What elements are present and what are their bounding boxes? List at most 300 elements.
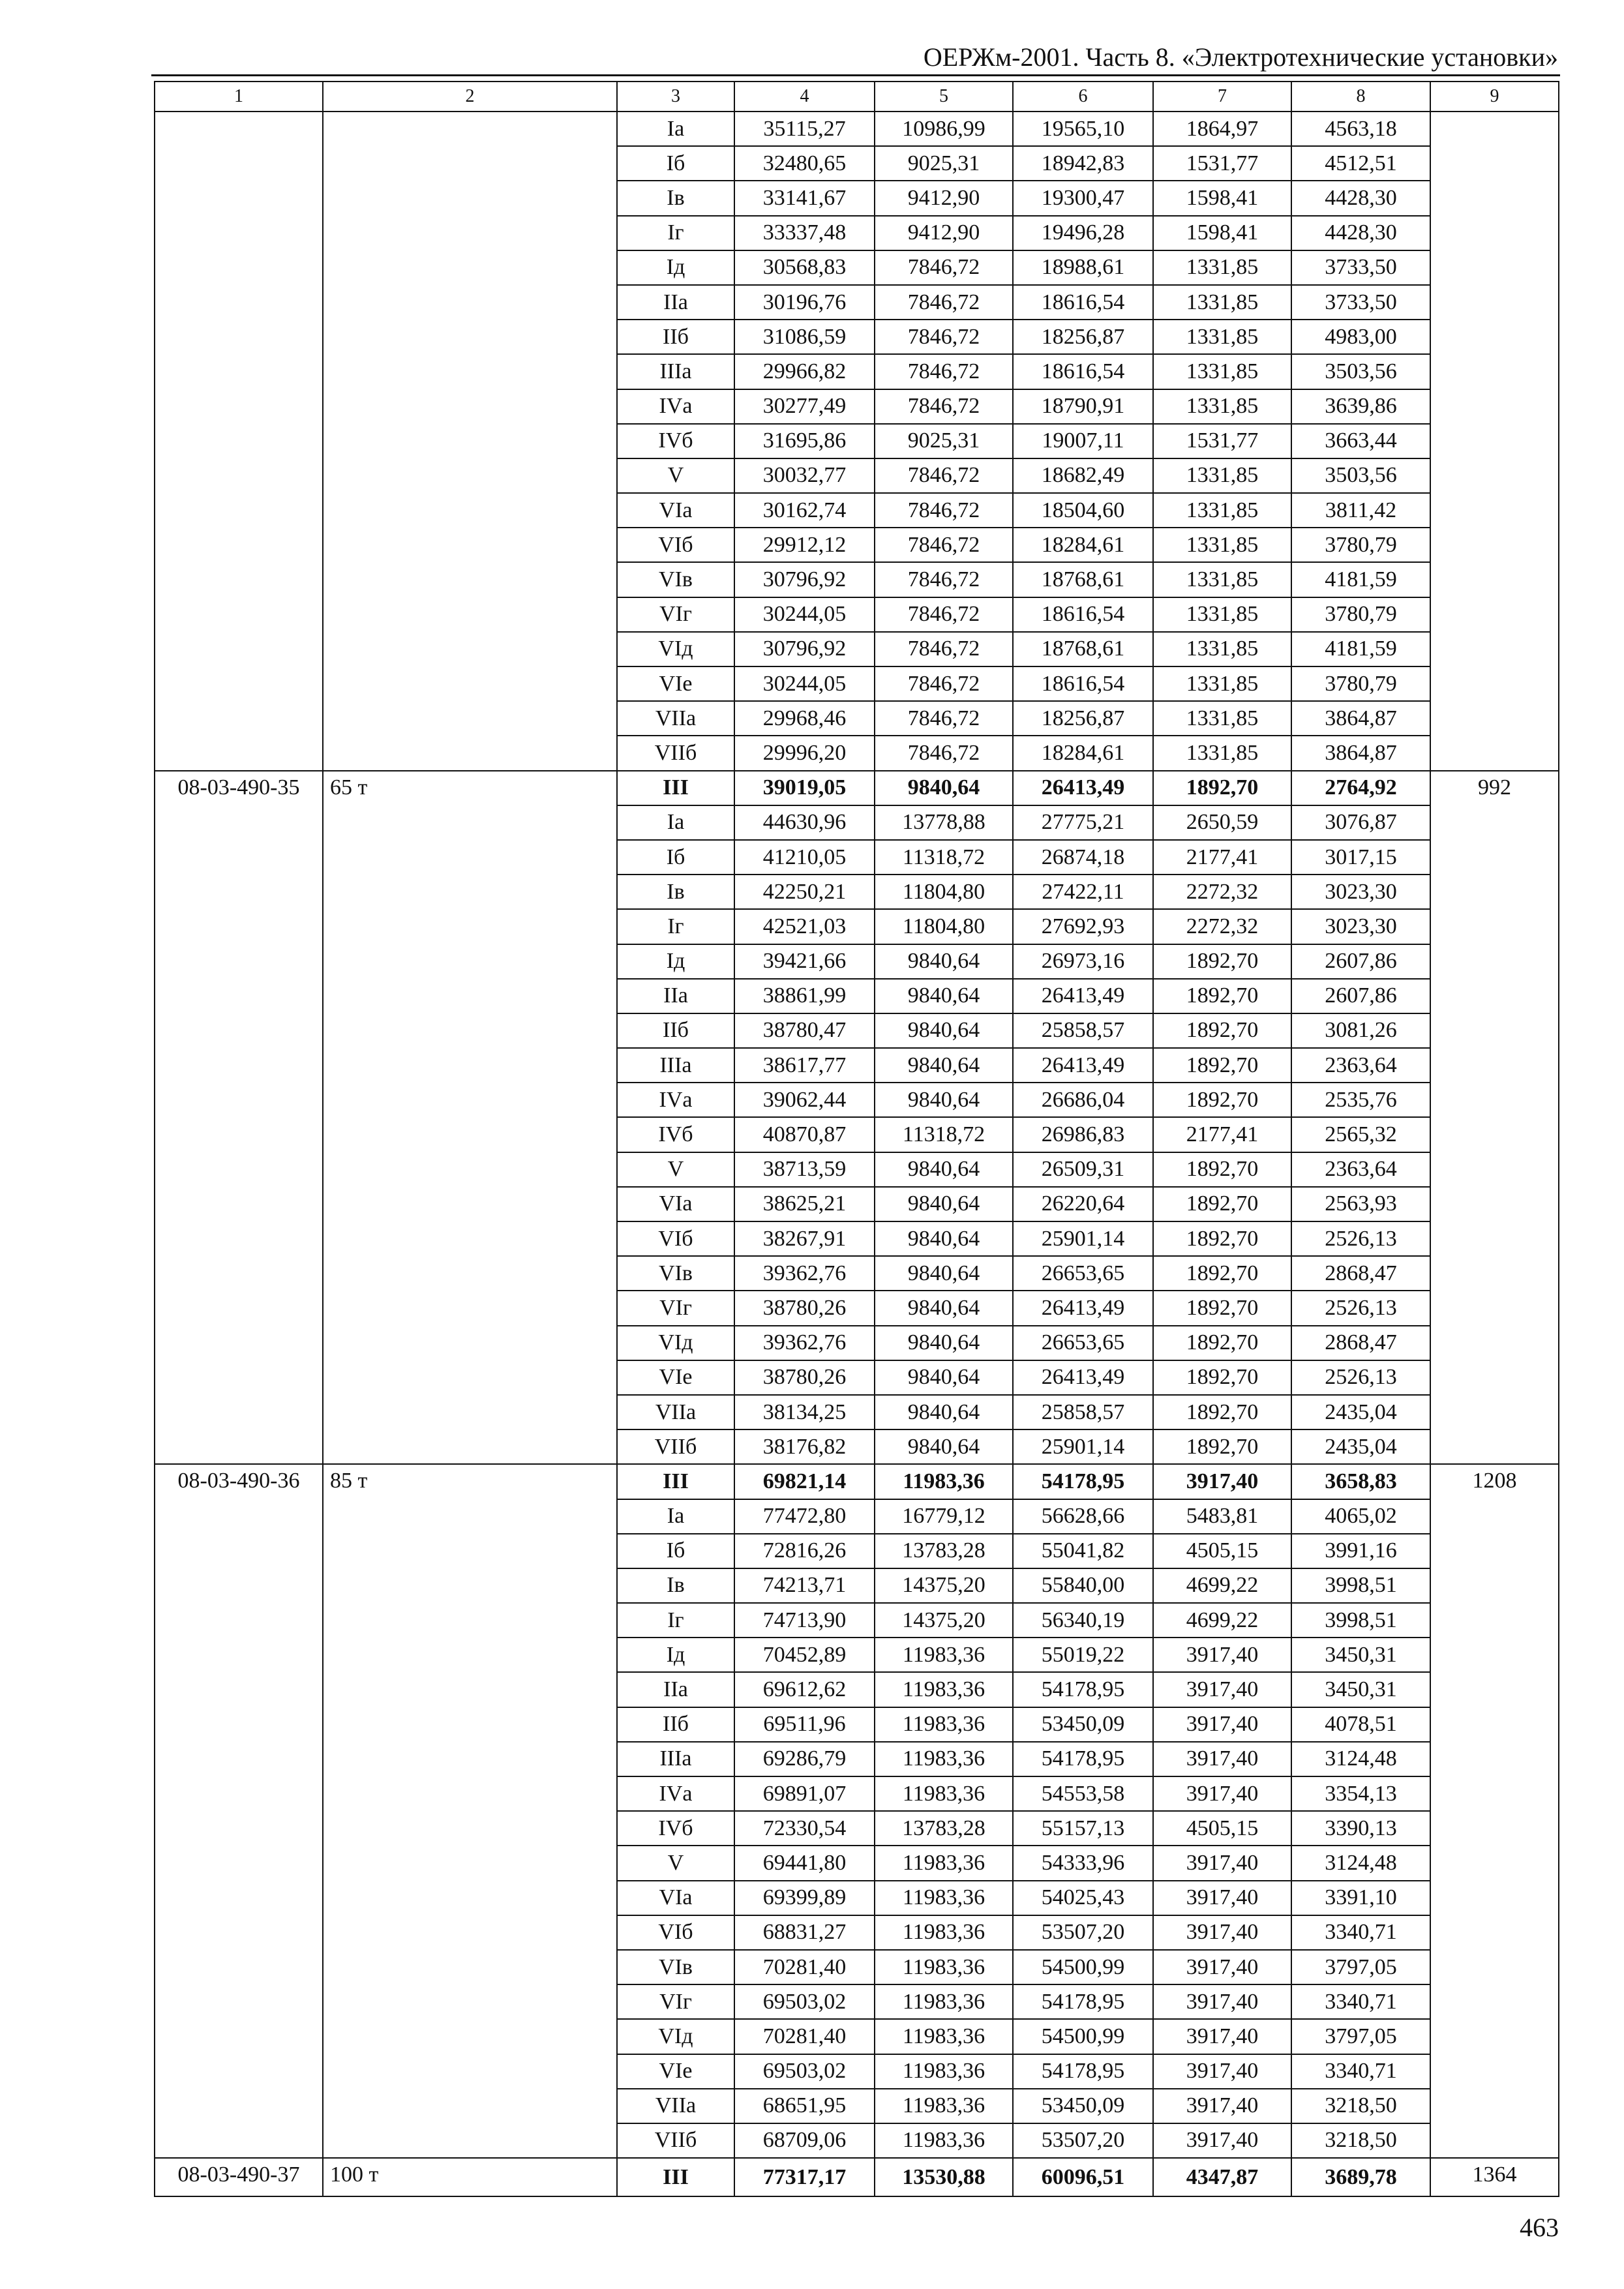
value-cell: 1892,70 <box>1153 1221 1291 1256</box>
zone-cell: Iв <box>617 1568 734 1603</box>
value-cell: 69891,07 <box>734 1776 875 1811</box>
value-cell: 3017,15 <box>1291 840 1430 875</box>
zone-cell: IIIа <box>617 354 734 389</box>
value-cell: 26986,83 <box>1013 1117 1153 1152</box>
value-cell: 18988,61 <box>1013 250 1153 285</box>
value-cell: 3340,71 <box>1291 2054 1430 2089</box>
value-cell: 4512,51 <box>1291 146 1430 181</box>
value-cell: 26973,16 <box>1013 944 1153 979</box>
value-cell: 3340,71 <box>1291 1915 1430 1950</box>
value-cell: 38625,21 <box>734 1187 875 1221</box>
value-cell: 27692,93 <box>1013 909 1153 944</box>
value-cell: 55840,00 <box>1013 1568 1153 1603</box>
value-cell: 54500,99 <box>1013 2019 1153 2054</box>
value-cell: 38780,26 <box>734 1360 875 1395</box>
value-cell: 72330,54 <box>734 1811 875 1846</box>
value-cell: 1331,85 <box>1153 632 1291 666</box>
value-cell: 18942,83 <box>1013 146 1153 181</box>
value-cell: 2177,41 <box>1153 840 1291 875</box>
value-cell: 74713,90 <box>734 1603 875 1638</box>
value-cell: 9412,90 <box>875 216 1013 250</box>
price-cell: 1208 <box>1430 1464 1559 2158</box>
value-cell: 7846,72 <box>875 597 1013 632</box>
value-cell: 1892,70 <box>1153 944 1291 979</box>
zone-cell: IVа <box>617 1083 734 1117</box>
value-cell: 1892,70 <box>1153 1429 1291 1464</box>
value-cell: 3917,40 <box>1153 2089 1291 2123</box>
value-cell: 30796,92 <box>734 632 875 666</box>
value-cell: 11983,36 <box>875 1707 1013 1742</box>
value-cell: 7846,72 <box>875 285 1013 320</box>
value-cell: 54553,58 <box>1013 1776 1153 1811</box>
value-cell: 16779,12 <box>875 1499 1013 1534</box>
header-rule <box>151 74 1560 76</box>
value-cell: 18616,54 <box>1013 666 1153 701</box>
column-number: 1 <box>155 82 323 112</box>
zone-cell: VIг <box>617 597 734 632</box>
name-cell: 85 т <box>323 1464 617 2158</box>
value-cell: 77317,17 <box>734 2158 875 2196</box>
page-number: 463 <box>1520 2213 1559 2242</box>
zone-cell: V <box>617 458 734 493</box>
value-cell: 13530,88 <box>875 2158 1013 2196</box>
value-cell: 9025,31 <box>875 146 1013 181</box>
zone-cell: IVб <box>617 424 734 458</box>
zone-cell: Iд <box>617 944 734 979</box>
value-cell: 3917,40 <box>1153 1915 1291 1950</box>
value-cell: 4428,30 <box>1291 216 1430 250</box>
value-cell: 3390,13 <box>1291 1811 1430 1846</box>
value-cell: 18256,87 <box>1013 320 1153 354</box>
value-cell: 11318,72 <box>875 840 1013 875</box>
value-cell: 56628,66 <box>1013 1499 1153 1534</box>
value-cell: 1892,70 <box>1153 1013 1291 1048</box>
value-cell: 26220,64 <box>1013 1187 1153 1221</box>
value-cell: 2526,13 <box>1291 1221 1430 1256</box>
zone-cell: VIIа <box>617 2089 734 2123</box>
value-cell: 2868,47 <box>1291 1326 1430 1360</box>
value-cell: 11983,36 <box>875 1950 1013 1984</box>
value-cell: 74213,71 <box>734 1568 875 1603</box>
value-cell: 3917,40 <box>1153 1881 1291 1915</box>
value-cell: 9840,64 <box>875 1187 1013 1221</box>
value-cell: 3658,83 <box>1291 1464 1430 1499</box>
zone-cell: Iа <box>617 1499 734 1534</box>
value-cell: 72816,26 <box>734 1534 875 1568</box>
zone-cell: III <box>617 771 734 805</box>
value-cell: 1892,70 <box>1153 1291 1291 1325</box>
value-cell: 53507,20 <box>1013 1915 1153 1950</box>
column-number: 3 <box>617 82 734 112</box>
value-cell: 13783,28 <box>875 1534 1013 1568</box>
value-cell: 27775,21 <box>1013 805 1153 840</box>
value-cell: 29968,46 <box>734 701 875 736</box>
value-cell: 39062,44 <box>734 1083 875 1117</box>
value-cell: 1892,70 <box>1153 1326 1291 1360</box>
value-cell: 69612,62 <box>734 1672 875 1707</box>
value-cell: 69503,02 <box>734 2054 875 2089</box>
value-cell: 26413,49 <box>1013 1360 1153 1395</box>
value-cell: 3780,79 <box>1291 666 1430 701</box>
zone-cell: VIд <box>617 632 734 666</box>
value-cell: 26413,49 <box>1013 1291 1153 1325</box>
value-cell: 9840,64 <box>875 1395 1013 1429</box>
value-cell: 3998,51 <box>1291 1568 1430 1603</box>
value-cell: 2607,86 <box>1291 979 1430 1013</box>
value-cell: 3917,40 <box>1153 1846 1291 1880</box>
value-cell: 1892,70 <box>1153 1395 1291 1429</box>
value-cell: 33337,48 <box>734 216 875 250</box>
value-cell: 68651,95 <box>734 2089 875 2123</box>
value-cell: 26653,65 <box>1013 1256 1153 1291</box>
value-cell: 7846,72 <box>875 389 1013 424</box>
table-row <box>155 2158 1559 2196</box>
zone-cell: IIIа <box>617 1742 734 1776</box>
value-cell: 3124,48 <box>1291 1742 1430 1776</box>
code-cell: 08-03-490-37 <box>155 2158 323 2196</box>
zone-cell: IVа <box>617 1776 734 1811</box>
value-cell: 77472,80 <box>734 1499 875 1534</box>
value-cell: 54178,95 <box>1013 1984 1153 2019</box>
value-cell: 3917,40 <box>1153 1742 1291 1776</box>
value-cell: 3917,40 <box>1153 1984 1291 2019</box>
value-cell: 25858,57 <box>1013 1013 1153 1048</box>
column-number-row <box>155 82 1559 112</box>
value-cell: 38176,82 <box>734 1429 875 1464</box>
zone-cell: VIIа <box>617 1395 734 1429</box>
value-cell: 54178,95 <box>1013 1672 1153 1707</box>
value-cell: 30196,76 <box>734 285 875 320</box>
value-cell: 14375,20 <box>875 1603 1013 1638</box>
zone-cell: IVб <box>617 1117 734 1152</box>
value-cell: 5483,81 <box>1153 1499 1291 1534</box>
value-cell: 2607,86 <box>1291 944 1430 979</box>
value-cell: 3391,10 <box>1291 1881 1430 1915</box>
value-cell: 69399,89 <box>734 1881 875 1915</box>
zone-cell: VIв <box>617 1950 734 1984</box>
value-cell: 30032,77 <box>734 458 875 493</box>
zone-cell: Iа <box>617 805 734 840</box>
value-cell: 26413,49 <box>1013 771 1153 805</box>
value-cell: 9840,64 <box>875 1360 1013 1395</box>
value-cell: 55019,22 <box>1013 1638 1153 1672</box>
value-cell: 1331,85 <box>1153 354 1291 389</box>
value-cell: 29996,20 <box>734 736 875 770</box>
value-cell: 33141,67 <box>734 181 875 215</box>
value-cell: 4505,15 <box>1153 1534 1291 1568</box>
value-cell: 68831,27 <box>734 1915 875 1950</box>
value-cell: 60096,51 <box>1013 2158 1153 2196</box>
value-cell: 3124,48 <box>1291 1846 1430 1880</box>
value-cell: 7846,72 <box>875 493 1013 528</box>
value-cell: 7846,72 <box>875 528 1013 562</box>
value-cell: 53507,20 <box>1013 2123 1153 2158</box>
value-cell: 1892,70 <box>1153 1083 1291 1117</box>
value-cell: 2363,64 <box>1291 1048 1430 1083</box>
zone-cell: Iг <box>617 909 734 944</box>
value-cell: 40870,87 <box>734 1117 875 1152</box>
value-cell: 1331,85 <box>1153 666 1291 701</box>
zone-cell: IIа <box>617 1672 734 1707</box>
column-number: 7 <box>1153 82 1291 112</box>
value-cell: 38861,99 <box>734 979 875 1013</box>
zone-cell: Iд <box>617 1638 734 1672</box>
value-cell: 1892,70 <box>1153 1360 1291 1395</box>
value-cell: 38134,25 <box>734 1395 875 1429</box>
zone-cell: VIб <box>617 528 734 562</box>
value-cell: 1598,41 <box>1153 181 1291 215</box>
value-cell: 39362,76 <box>734 1326 875 1360</box>
value-cell: 1331,85 <box>1153 528 1291 562</box>
value-cell: 7846,72 <box>875 354 1013 389</box>
value-cell: 3450,31 <box>1291 1672 1430 1707</box>
value-cell: 11983,36 <box>875 2054 1013 2089</box>
value-cell: 30244,05 <box>734 597 875 632</box>
zone-cell: VIд <box>617 2019 734 2054</box>
value-cell: 4505,15 <box>1153 1811 1291 1846</box>
value-cell: 69286,79 <box>734 1742 875 1776</box>
table-body <box>155 112 1559 2196</box>
value-cell: 4065,02 <box>1291 1499 1430 1534</box>
value-cell: 70452,89 <box>734 1638 875 1672</box>
value-cell: 54500,99 <box>1013 1950 1153 1984</box>
value-cell: 11983,36 <box>875 1638 1013 1672</box>
value-cell: 2650,59 <box>1153 805 1291 840</box>
code-cell: 08-03-490-35 <box>155 771 323 1465</box>
value-cell: 4078,51 <box>1291 1707 1430 1742</box>
zone-cell: III <box>617 1464 734 1499</box>
value-cell: 54178,95 <box>1013 1464 1153 1499</box>
value-cell: 11983,36 <box>875 2089 1013 2123</box>
value-cell: 13783,28 <box>875 1811 1013 1846</box>
value-cell: 3218,50 <box>1291 2123 1430 2158</box>
column-number: 4 <box>734 82 875 112</box>
value-cell: 3811,42 <box>1291 493 1430 528</box>
table-row <box>155 1464 1559 1499</box>
value-cell: 2363,64 <box>1291 1152 1430 1187</box>
value-cell: 38713,59 <box>734 1152 875 1187</box>
code-cell: 08-03-490-36 <box>155 1464 323 2158</box>
value-cell: 55157,13 <box>1013 1811 1153 1846</box>
value-cell: 53450,09 <box>1013 1707 1153 1742</box>
value-cell: 3917,40 <box>1153 1776 1291 1811</box>
value-cell: 7846,72 <box>875 701 1013 736</box>
zone-cell: VIе <box>617 666 734 701</box>
zone-cell: VIIб <box>617 2123 734 2158</box>
value-cell: 19007,11 <box>1013 424 1153 458</box>
value-cell: 1331,85 <box>1153 285 1291 320</box>
value-cell: 55041,82 <box>1013 1534 1153 1568</box>
column-number: 2 <box>323 82 617 112</box>
value-cell: 3864,87 <box>1291 736 1430 770</box>
value-cell: 11983,36 <box>875 1846 1013 1880</box>
value-cell: 31695,86 <box>734 424 875 458</box>
value-cell: 7846,72 <box>875 320 1013 354</box>
value-cell: 1892,70 <box>1153 771 1291 805</box>
zone-cell: V <box>617 1846 734 1880</box>
zone-cell: Iв <box>617 875 734 909</box>
value-cell: 25858,57 <box>1013 1395 1153 1429</box>
value-cell: 14375,20 <box>875 1568 1013 1603</box>
zone-cell: IIб <box>617 320 734 354</box>
value-cell: 26413,49 <box>1013 1048 1153 1083</box>
value-cell: 3780,79 <box>1291 597 1430 632</box>
value-cell: 4699,22 <box>1153 1568 1291 1603</box>
value-cell: 2272,32 <box>1153 909 1291 944</box>
value-cell: 3503,56 <box>1291 354 1430 389</box>
value-cell: 1331,85 <box>1153 736 1291 770</box>
zone-cell: VIг <box>617 1984 734 2019</box>
zone-cell: Iб <box>617 146 734 181</box>
value-cell: 30162,74 <box>734 493 875 528</box>
value-cell: 4428,30 <box>1291 181 1430 215</box>
value-cell: 29966,82 <box>734 354 875 389</box>
column-number: 6 <box>1013 82 1153 112</box>
value-cell: 3081,26 <box>1291 1013 1430 1048</box>
value-cell: 11983,36 <box>875 1672 1013 1707</box>
zone-cell: IIб <box>617 1013 734 1048</box>
value-cell: 11983,36 <box>875 1464 1013 1499</box>
value-cell: 7846,72 <box>875 736 1013 770</box>
value-cell: 26653,65 <box>1013 1326 1153 1360</box>
value-cell: 9840,64 <box>875 1221 1013 1256</box>
value-cell: 19300,47 <box>1013 181 1153 215</box>
value-cell: 3917,40 <box>1153 2054 1291 2089</box>
value-cell: 2272,32 <box>1153 875 1291 909</box>
value-cell: 69503,02 <box>734 1984 875 2019</box>
value-cell: 25901,14 <box>1013 1221 1153 1256</box>
name-cell: 65 т <box>323 771 617 1465</box>
value-cell: 3917,40 <box>1153 1464 1291 1499</box>
value-cell: 2563,93 <box>1291 1187 1430 1221</box>
value-cell: 69511,96 <box>734 1707 875 1742</box>
value-cell: 9840,64 <box>875 1326 1013 1360</box>
zone-cell: VIв <box>617 562 734 597</box>
zone-cell: VIIа <box>617 701 734 736</box>
value-cell: 11804,80 <box>875 875 1013 909</box>
value-cell: 54178,95 <box>1013 2054 1153 2089</box>
value-cell: 4699,22 <box>1153 1603 1291 1638</box>
value-cell: 3450,31 <box>1291 1638 1430 1672</box>
zone-cell: V <box>617 1152 734 1187</box>
value-cell: 3218,50 <box>1291 2089 1430 2123</box>
value-cell: 32480,65 <box>734 146 875 181</box>
value-cell: 2565,32 <box>1291 1117 1430 1152</box>
value-cell: 1531,77 <box>1153 424 1291 458</box>
value-cell: 4181,59 <box>1291 632 1430 666</box>
value-cell: 9840,64 <box>875 1152 1013 1187</box>
value-cell: 9840,64 <box>875 1291 1013 1325</box>
value-cell: 1331,85 <box>1153 597 1291 632</box>
value-cell: 1892,70 <box>1153 979 1291 1013</box>
value-cell: 1892,70 <box>1153 1152 1291 1187</box>
value-cell: 1331,85 <box>1153 562 1291 597</box>
value-cell: 11983,36 <box>875 1915 1013 1950</box>
value-cell: 11983,36 <box>875 2123 1013 2158</box>
value-cell: 3998,51 <box>1291 1603 1430 1638</box>
table-row <box>155 771 1559 805</box>
value-cell: 3733,50 <box>1291 250 1430 285</box>
value-cell: 30277,49 <box>734 389 875 424</box>
value-cell: 11318,72 <box>875 1117 1013 1152</box>
value-cell: 3663,44 <box>1291 424 1430 458</box>
value-cell: 18616,54 <box>1013 597 1153 632</box>
value-cell: 11983,36 <box>875 1984 1013 2019</box>
value-cell: 9840,64 <box>875 1429 1013 1464</box>
code-cell <box>155 112 323 771</box>
value-cell: 69821,14 <box>734 1464 875 1499</box>
value-cell: 4347,87 <box>1153 2158 1291 2196</box>
value-cell: 3797,05 <box>1291 1950 1430 1984</box>
value-cell: 3797,05 <box>1291 2019 1430 2054</box>
zone-cell: VIа <box>617 493 734 528</box>
zone-cell: Iв <box>617 181 734 215</box>
value-cell: 2435,04 <box>1291 1395 1430 1429</box>
value-cell: 3503,56 <box>1291 458 1430 493</box>
value-cell: 19496,28 <box>1013 216 1153 250</box>
value-cell: 11983,36 <box>875 1881 1013 1915</box>
value-cell: 27422,11 <box>1013 875 1153 909</box>
value-cell: 1331,85 <box>1153 701 1291 736</box>
value-cell: 18768,61 <box>1013 562 1153 597</box>
zone-cell: IVа <box>617 389 734 424</box>
value-cell: 26413,49 <box>1013 979 1153 1013</box>
value-cell: 38267,91 <box>734 1221 875 1256</box>
value-cell: 11804,80 <box>875 909 1013 944</box>
value-cell: 56340,19 <box>1013 1603 1153 1638</box>
value-cell: 11983,36 <box>875 2019 1013 2054</box>
value-cell: 18790,91 <box>1013 389 1153 424</box>
value-cell: 2526,13 <box>1291 1291 1430 1325</box>
zone-cell: Iд <box>617 250 734 285</box>
value-cell: 18256,87 <box>1013 701 1153 736</box>
value-cell: 1531,77 <box>1153 146 1291 181</box>
value-cell: 2435,04 <box>1291 1429 1430 1464</box>
value-cell: 3917,40 <box>1153 1672 1291 1707</box>
value-cell: 70281,40 <box>734 1950 875 1984</box>
value-cell: 2868,47 <box>1291 1256 1430 1291</box>
value-cell: 18682,49 <box>1013 458 1153 493</box>
value-cell: 3917,40 <box>1153 1707 1291 1742</box>
value-cell: 9840,64 <box>875 771 1013 805</box>
value-cell: 4983,00 <box>1291 320 1430 354</box>
value-cell: 7846,72 <box>875 250 1013 285</box>
value-cell: 9840,64 <box>875 1256 1013 1291</box>
table-row <box>155 112 1559 146</box>
column-number: 9 <box>1430 82 1559 112</box>
zone-cell: Iб <box>617 840 734 875</box>
value-cell: 30244,05 <box>734 666 875 701</box>
running-header: ОЕРЖм-2001. Часть 8. «Электротехнические установки» <box>923 42 1558 72</box>
value-cell: 35115,27 <box>734 112 875 146</box>
value-cell: 1331,85 <box>1153 250 1291 285</box>
value-cell: 4563,18 <box>1291 112 1430 146</box>
value-cell: 1864,97 <box>1153 112 1291 146</box>
zone-cell: VIб <box>617 1915 734 1950</box>
value-cell: 42521,03 <box>734 909 875 944</box>
value-cell: 38780,26 <box>734 1291 875 1325</box>
column-number: 8 <box>1291 82 1430 112</box>
value-cell: 1598,41 <box>1153 216 1291 250</box>
value-cell: 2526,13 <box>1291 1360 1430 1395</box>
zone-cell: IIа <box>617 285 734 320</box>
value-cell: 3354,13 <box>1291 1776 1430 1811</box>
value-cell: 26874,18 <box>1013 840 1153 875</box>
value-cell: 3917,40 <box>1153 2123 1291 2158</box>
zone-cell: Iб <box>617 1534 734 1568</box>
value-cell: 18616,54 <box>1013 354 1153 389</box>
value-cell: 1331,85 <box>1153 458 1291 493</box>
